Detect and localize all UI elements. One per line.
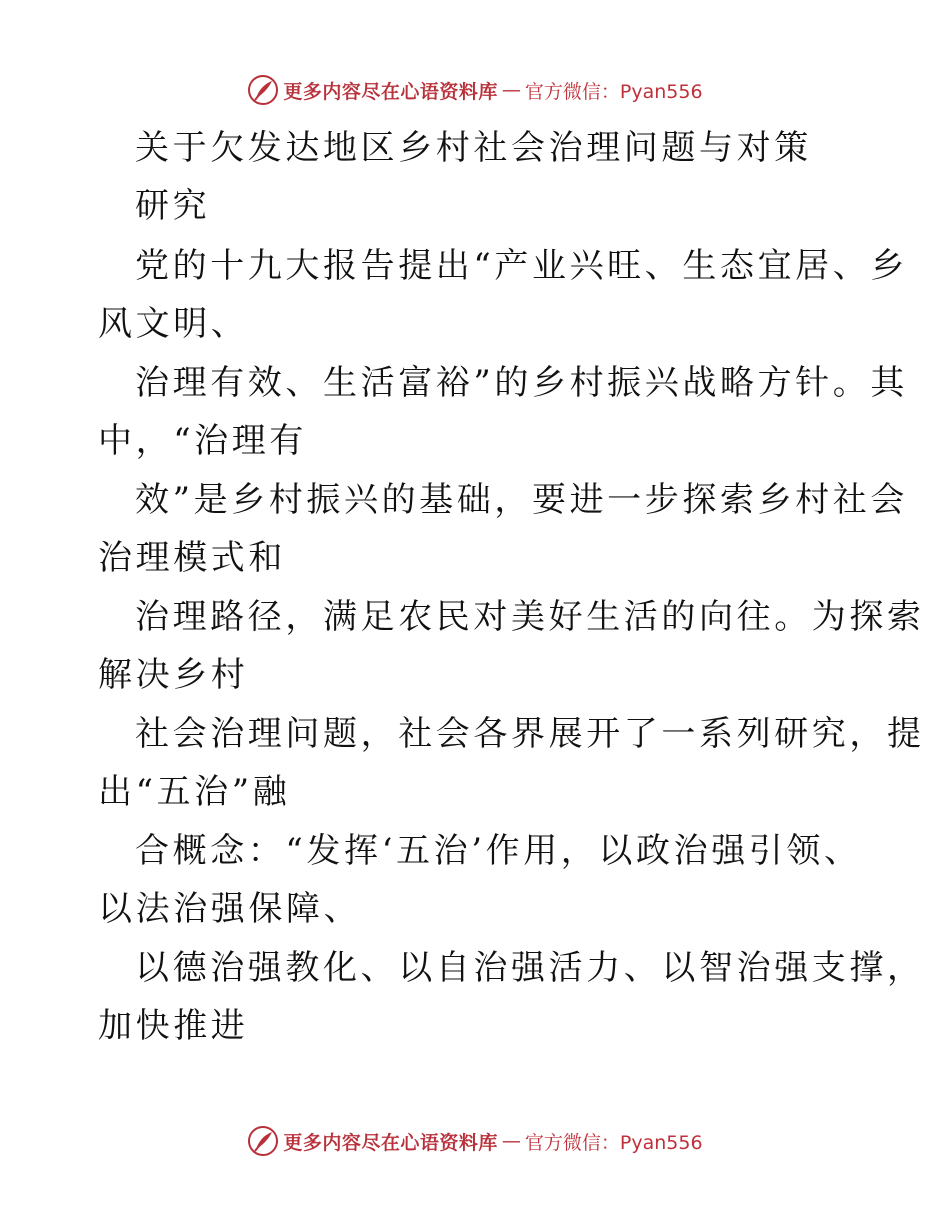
- watermark-separator: —: [501, 79, 521, 101]
- quill-logo-icon: [247, 1125, 279, 1157]
- watermark-separator: —: [501, 1130, 521, 1152]
- paragraph-line: 合概念：“发挥‘五治’作用，以政治强引领、: [135, 831, 862, 871]
- paragraph-line: 中，“治理有: [98, 421, 307, 461]
- document-title-line-1: 关于欠发达地区乡村社会治理问题与对策: [135, 128, 812, 168]
- paragraph-line: 解决乡村: [98, 655, 249, 695]
- watermark-wechat: 官方微信：Pyan556: [524, 80, 703, 103]
- document-title-line-2: 研究: [135, 186, 211, 226]
- paragraph-line: 效”是乡村振兴的基础，要进一步探索乡村社会: [135, 480, 908, 520]
- paragraph-line: 风文明、: [98, 304, 249, 344]
- paragraph-line: 治理有效、生活富裕”的乡村振兴战略方针。其: [135, 363, 908, 403]
- paragraph-line: 以法治强保障、: [98, 889, 362, 929]
- paragraph-line: 社会治理问题，社会各界展开了一系列研究，提: [135, 714, 925, 754]
- paragraph-line: 加快推进: [98, 1006, 249, 1046]
- watermark-text: 更多内容尽在心语资料库: [283, 80, 498, 103]
- header-watermark: [0, 72, 950, 108]
- watermark-wechat: 官方微信：Pyan556: [524, 1131, 703, 1154]
- quill-logo-icon: [247, 74, 279, 106]
- paragraph-line: 党的十九大报告提出“产业兴旺、生态宜居、乡: [135, 246, 908, 286]
- paragraph-line: 治理路径，满足农民对美好生活的向往。为探索: [135, 597, 925, 637]
- paragraph-line: 治理模式和: [98, 538, 286, 578]
- paragraph-line: 出“五治”融: [98, 772, 291, 812]
- paragraph-line: 以德治强教化、以自治强活力、以智治强支撑，: [135, 948, 925, 988]
- watermark-text: 更多内容尽在心语资料库: [283, 1131, 498, 1154]
- footer-watermark: [0, 1123, 950, 1159]
